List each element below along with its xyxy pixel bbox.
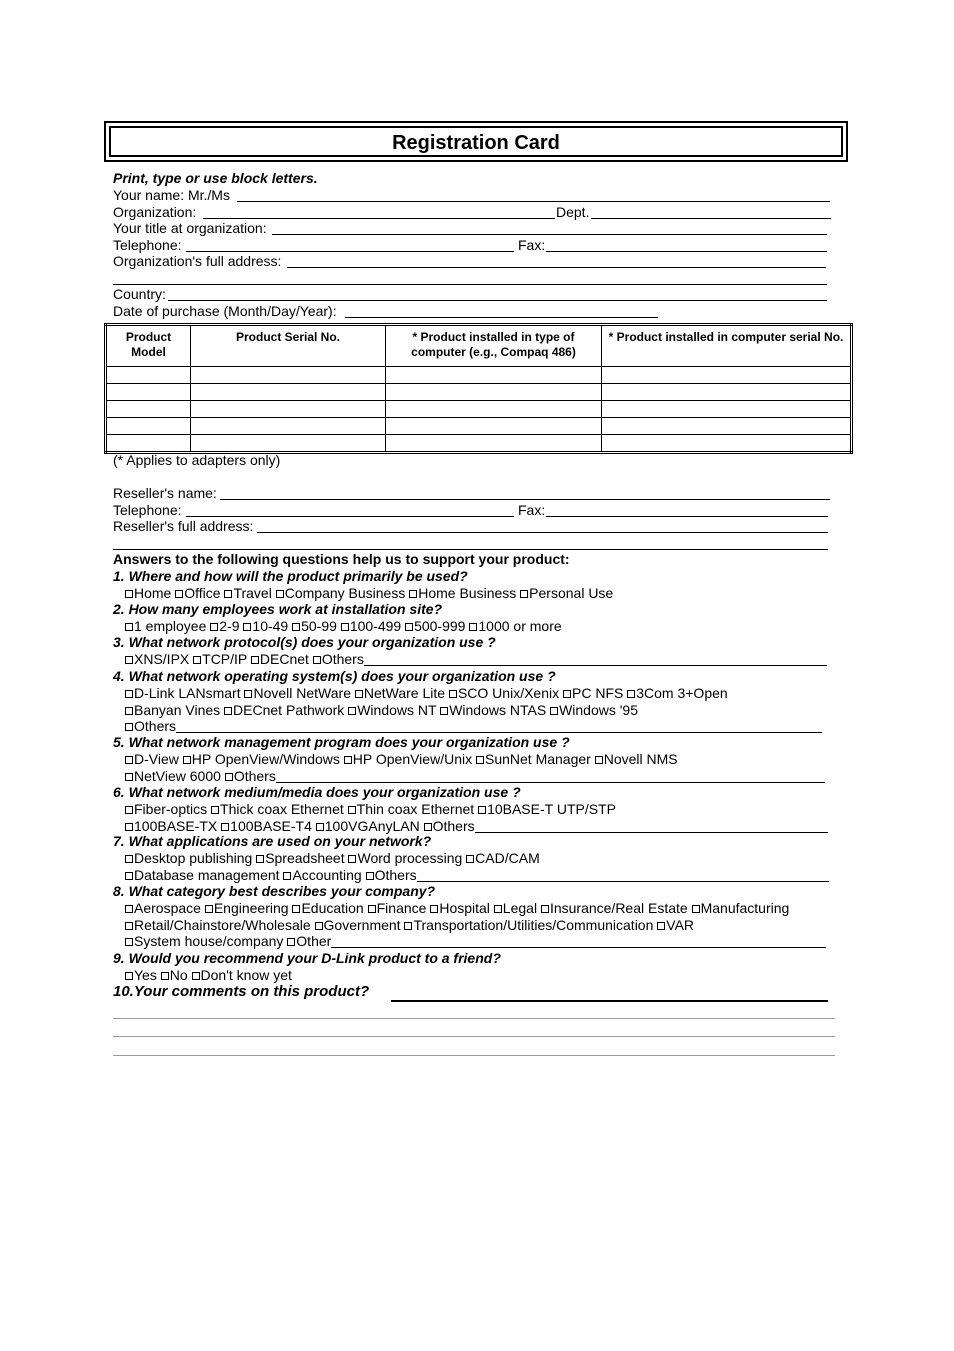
- reseller-telephone-label: Telephone:: [113, 502, 182, 518]
- q10-label: 10.Your comments on this product?: [113, 983, 370, 1000]
- option-label: 1 employee: [134, 618, 211, 634]
- option-line: [125, 900, 789, 916]
- checkbox[interactable]: [657, 922, 665, 930]
- checkbox[interactable]: [125, 972, 133, 980]
- name-label: Your name: Mr./Ms: [113, 187, 230, 203]
- option-line: [125, 967, 292, 983]
- option-label: 100-499: [349, 618, 406, 634]
- option-label: Don't know yet: [200, 967, 292, 983]
- option-label: 3Com 3+Open: [636, 685, 728, 701]
- option-label: Finance: [376, 900, 431, 916]
- option-line: [125, 917, 694, 933]
- table-cell[interactable]: [191, 418, 386, 435]
- checkbox[interactable]: [315, 922, 323, 930]
- checkbox[interactable]: [430, 905, 438, 913]
- option-label: Other: [296, 933, 332, 950]
- option-label: Insurance/Real Estate: [549, 900, 692, 916]
- table-row: [106, 418, 852, 435]
- others-field[interactable]: [417, 881, 829, 882]
- checkbox[interactable]: [292, 623, 300, 631]
- table-cell[interactable]: [602, 384, 852, 401]
- dept-label: Dept.: [556, 204, 590, 220]
- table-header-row: [106, 325, 852, 367]
- checkbox[interactable]: [541, 905, 549, 913]
- table-cell[interactable]: [386, 435, 602, 453]
- checkbox[interactable]: [125, 823, 133, 831]
- question-9: 9. Would you recommend your D-Link product to a friend?: [113, 950, 501, 966]
- option-line: [125, 718, 176, 734]
- table-cell[interactable]: [191, 367, 386, 384]
- option-label: 100VGAnyLAN: [324, 817, 424, 834]
- option-label: 2-9: [219, 618, 244, 634]
- option-label: Thin coax Ethernet: [356, 801, 479, 817]
- purchase-date-field[interactable]: [345, 317, 658, 318]
- comment-line[interactable]: [113, 1055, 835, 1056]
- option-label: 1000 or more: [478, 618, 562, 634]
- checkbox[interactable]: [125, 773, 133, 781]
- checkbox[interactable]: [424, 823, 432, 831]
- option-label: Spreadsheet: [265, 850, 349, 866]
- checkbox[interactable]: [125, 905, 133, 913]
- option-label: Desktop publishing: [134, 850, 257, 866]
- option-label: 100BASE-T4: [230, 817, 316, 834]
- option-label: Yes: [134, 967, 161, 983]
- checkbox[interactable]: [466, 855, 474, 863]
- table-row: [106, 435, 852, 453]
- country-field[interactable]: [168, 300, 827, 301]
- checkbox[interactable]: [348, 707, 356, 715]
- checkbox[interactable]: [405, 623, 413, 631]
- option-line: [125, 818, 475, 834]
- header-product-model: Product Model: [106, 325, 191, 367]
- checkbox[interactable]: [344, 756, 352, 764]
- option-label: D-View: [134, 751, 183, 767]
- reseller-name-label: Reseller's name:: [113, 485, 217, 501]
- checkbox[interactable]: [409, 590, 417, 598]
- checkbox[interactable]: [692, 905, 700, 913]
- option-label: VAR: [666, 916, 695, 933]
- option-label: Thick coax Ethernet: [220, 801, 348, 817]
- question-7: 7. What applications are used on your network?: [113, 833, 432, 849]
- checkbox[interactable]: [341, 623, 349, 631]
- reseller-telephone-field[interactable]: [186, 516, 514, 517]
- option-label: SunNet Manager: [484, 751, 595, 767]
- option-line: [125, 685, 728, 701]
- option-label: Banyan Vines: [134, 701, 225, 718]
- question-2: 2. How many employees work at installation site?: [113, 601, 443, 617]
- reseller-address-field-line2[interactable]: [113, 549, 828, 550]
- checkbox[interactable]: [469, 623, 477, 631]
- checkbox[interactable]: [125, 707, 133, 715]
- questions-intro: Answers to the following questions help us to support your product:: [113, 551, 570, 567]
- option-line: [125, 768, 276, 784]
- title-inner-frame: [109, 126, 843, 157]
- checkbox[interactable]: [125, 872, 133, 880]
- checkbox[interactable]: [125, 922, 133, 930]
- product-table: [104, 323, 853, 454]
- option-label: Aerospace: [134, 900, 205, 916]
- option-label: Fiber-optics: [134, 801, 212, 817]
- question-1: 1. Where and how will the product primarily be used?: [113, 568, 468, 584]
- checkbox[interactable]: [440, 707, 448, 715]
- address-field-line2[interactable]: [113, 284, 827, 285]
- checkbox[interactable]: [550, 707, 558, 715]
- table-cell[interactable]: [191, 384, 386, 401]
- checkbox[interactable]: [125, 938, 133, 946]
- checkbox[interactable]: [221, 823, 229, 831]
- checkbox[interactable]: [125, 690, 133, 698]
- checkbox[interactable]: [283, 872, 291, 880]
- table-note: (* Applies to adapters only): [113, 452, 281, 468]
- telephone-field[interactable]: [186, 251, 514, 252]
- title-label: Your title at organization:: [113, 220, 267, 236]
- checkbox[interactable]: [224, 590, 232, 598]
- organization-label: Organization:: [113, 204, 197, 220]
- option-line: [125, 801, 616, 817]
- option-label: Personal Use: [529, 585, 614, 601]
- option-label: D-Link LANsmart: [134, 685, 245, 701]
- table-cell[interactable]: [191, 401, 386, 418]
- option-label: Home: [134, 585, 176, 601]
- table-cell[interactable]: [602, 435, 852, 453]
- address-field[interactable]: [287, 267, 826, 268]
- option-line: [125, 618, 562, 634]
- checkbox[interactable]: [125, 806, 133, 814]
- option-label: Database management: [134, 866, 284, 883]
- checkbox[interactable]: [276, 590, 284, 598]
- comment-line[interactable]: [113, 1036, 835, 1037]
- checkbox[interactable]: [205, 905, 213, 913]
- option-label: Others: [233, 767, 276, 784]
- option-label: Novell NetWare: [253, 685, 355, 701]
- option-label: CAD/CAM: [475, 850, 540, 866]
- table-cell[interactable]: [602, 367, 852, 384]
- option-label: Others: [321, 651, 364, 667]
- option-label: Hospital: [439, 900, 494, 916]
- table-cell[interactable]: [191, 435, 386, 453]
- telephone-label: Telephone:: [113, 237, 182, 253]
- header-computer-type: * Product installed in type of computer (e.g., Compaq 486): [386, 325, 602, 367]
- checkbox[interactable]: [494, 905, 502, 913]
- option-label: XNS/IPX: [134, 651, 194, 667]
- option-label: 500-999: [414, 618, 470, 634]
- comment-line[interactable]: [113, 1018, 835, 1019]
- option-line: [125, 850, 540, 866]
- header-serial-no: Product Serial No.: [191, 325, 386, 367]
- checkbox[interactable]: [404, 922, 412, 930]
- checkbox[interactable]: [287, 938, 295, 946]
- option-label: HP OpenView/Unix: [352, 751, 476, 767]
- fax-label: Fax:: [518, 237, 546, 253]
- table-cell[interactable]: [106, 418, 191, 435]
- table-cell[interactable]: [106, 367, 191, 384]
- checkbox[interactable]: [355, 690, 363, 698]
- table-cell[interactable]: [602, 401, 852, 418]
- question-8: 8. What category best describes your company?: [113, 883, 436, 899]
- reseller-name-field[interactable]: [220, 499, 830, 500]
- option-label: 10BASE-T UTP/STP: [487, 801, 616, 817]
- checkbox[interactable]: [243, 623, 251, 631]
- fax-field[interactable]: [546, 251, 827, 252]
- checkbox[interactable]: [225, 773, 233, 781]
- others-field[interactable]: [276, 782, 825, 783]
- checkbox[interactable]: [244, 690, 252, 698]
- option-label: 100BASE-TX: [134, 817, 222, 834]
- q10-field[interactable]: [391, 1000, 828, 1002]
- checkbox[interactable]: [125, 756, 133, 764]
- option-label: No: [169, 967, 192, 983]
- option-label: Windows NTAS: [449, 701, 551, 718]
- option-label: Novell NMS: [603, 751, 678, 767]
- checkbox[interactable]: [161, 972, 169, 980]
- table-cell[interactable]: [106, 401, 191, 418]
- option-label: Transportation/Utilities/Communication: [413, 916, 658, 933]
- checkbox[interactable]: [368, 905, 376, 913]
- checkbox[interactable]: [563, 690, 571, 698]
- option-line: [125, 702, 638, 718]
- option-label: Engineering: [213, 900, 293, 916]
- purchase-date-label: Date of purchase (Month/Day/Year):: [113, 303, 337, 319]
- checkbox[interactable]: [449, 690, 457, 698]
- option-label: Company Business: [284, 585, 410, 601]
- option-label: Accounting: [292, 866, 366, 883]
- option-label: Manufacturing: [700, 900, 790, 916]
- option-label: 50-99: [301, 618, 341, 634]
- option-label: PC NFS: [572, 685, 628, 701]
- checkbox[interactable]: [251, 656, 259, 664]
- option-label: Windows '95: [559, 701, 638, 718]
- table-cell[interactable]: [106, 435, 191, 453]
- checkbox[interactable]: [175, 590, 183, 598]
- checkbox[interactable]: [316, 823, 324, 831]
- others-field[interactable]: [475, 832, 828, 833]
- option-line: [125, 651, 364, 667]
- reseller-address-field[interactable]: [257, 532, 828, 533]
- checkbox[interactable]: [211, 806, 219, 814]
- country-label: Country:: [113, 286, 166, 302]
- checkbox[interactable]: [183, 756, 191, 764]
- organization-field[interactable]: [203, 218, 555, 219]
- table-row: [106, 401, 852, 418]
- option-line: [125, 933, 331, 949]
- option-label: Others: [432, 817, 475, 834]
- name-field[interactable]: [237, 201, 830, 202]
- page-title: Registration Card: [392, 132, 560, 154]
- table-cell[interactable]: [386, 418, 602, 435]
- checkbox[interactable]: [366, 872, 374, 880]
- checkbox[interactable]: [125, 590, 133, 598]
- checkbox[interactable]: [478, 806, 486, 814]
- checkbox[interactable]: [192, 972, 200, 980]
- others-field[interactable]: [364, 665, 827, 666]
- option-label: HP OpenView/Windows: [191, 751, 344, 767]
- table-row: [106, 367, 852, 384]
- reseller-fax-field[interactable]: [546, 516, 828, 517]
- checkbox[interactable]: [125, 623, 133, 631]
- others-field[interactable]: [331, 947, 826, 948]
- checkbox[interactable]: [627, 690, 635, 698]
- option-line: [125, 585, 613, 601]
- option-label: NetWare Lite: [363, 685, 449, 701]
- option-line: [125, 751, 678, 767]
- option-label: Government: [323, 916, 405, 933]
- table-cell[interactable]: [386, 384, 602, 401]
- address-label: Organization's full address:: [113, 253, 282, 269]
- option-label: 10-49: [252, 618, 293, 634]
- checkbox[interactable]: [224, 707, 232, 715]
- reseller-fax-label: Fax:: [518, 502, 546, 518]
- option-label: TCP/IP: [202, 651, 251, 667]
- option-label: Retail/Chainstore/Wholesale: [134, 916, 315, 933]
- option-label: DECnet: [259, 651, 313, 667]
- instructions: Print, type or use block letters.: [113, 170, 318, 186]
- question-5: 5. What network management program does your organization use ?: [113, 734, 570, 750]
- checkbox[interactable]: [348, 855, 356, 863]
- checkbox[interactable]: [313, 656, 321, 664]
- header-computer-serial: * Product installed in computer serial No.: [602, 325, 852, 367]
- option-label: Education: [301, 900, 368, 916]
- checkbox[interactable]: [125, 656, 133, 664]
- option-label: NetView 6000: [134, 767, 225, 784]
- table-cell[interactable]: [386, 367, 602, 384]
- option-label: DECnet Pathwork: [233, 701, 349, 718]
- checkbox[interactable]: [595, 756, 603, 764]
- option-label: Others: [374, 866, 417, 883]
- option-label: Others: [134, 718, 177, 735]
- table-row: [106, 384, 852, 401]
- dept-field[interactable]: [591, 218, 831, 219]
- table-cell[interactable]: [106, 384, 191, 401]
- table-cell[interactable]: [386, 401, 602, 418]
- checkbox[interactable]: [193, 656, 201, 664]
- option-label: Legal: [502, 900, 541, 916]
- checkbox[interactable]: [292, 905, 300, 913]
- option-line: [125, 867, 417, 883]
- option-label: Office: [184, 585, 225, 601]
- table-cell[interactable]: [602, 418, 852, 435]
- option-label: Word processing: [357, 850, 467, 866]
- checkbox[interactable]: [348, 806, 356, 814]
- question-4: 4. What network operating system(s) does your organization use ?: [113, 668, 556, 684]
- checkbox[interactable]: [125, 723, 133, 731]
- option-label: Home Business: [418, 585, 521, 601]
- checkbox[interactable]: [210, 623, 218, 631]
- checkbox[interactable]: [256, 855, 264, 863]
- option-label: Travel: [233, 585, 276, 601]
- option-label: System house/company: [134, 933, 288, 950]
- checkbox[interactable]: [476, 756, 484, 764]
- question-6: 6. What network medium/media does your organization use ?: [113, 784, 521, 800]
- question-3: 3. What network protocol(s) does your organization use ?: [113, 634, 496, 650]
- checkbox[interactable]: [125, 855, 133, 863]
- option-label: Windows NT: [357, 701, 441, 718]
- title-frame: [104, 121, 848, 162]
- option-label: SCO Unix/Xenix: [457, 685, 563, 701]
- reseller-address-label: Reseller's full address:: [113, 518, 254, 534]
- checkbox[interactable]: [520, 590, 528, 598]
- title-field[interactable]: [272, 234, 827, 235]
